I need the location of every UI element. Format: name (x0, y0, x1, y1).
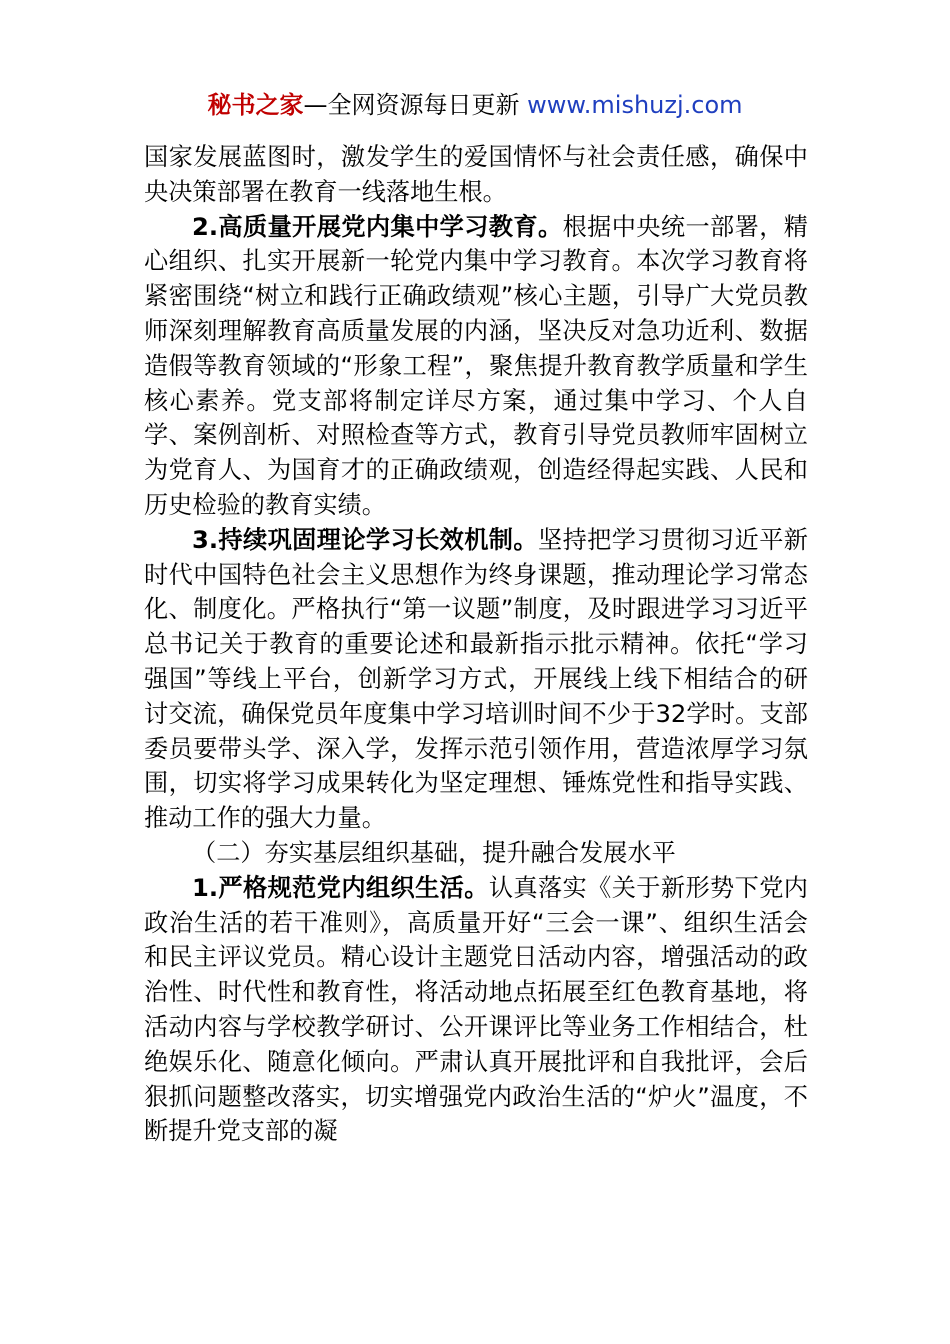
paragraph-theory-mechanism (144, 523, 808, 836)
site-url-link[interactable]: www.mishuzj.com (527, 91, 743, 119)
paragraph-lead: 1.严格规范党内组织生活。 (192, 873, 489, 902)
paragraph-body: 根据中央统一部署，精心组织、扎实开展新一轮党内集中学习教育。本次学习教育将紧密围绕“树立和践行正确政绩观”核心主题，引导广大党员教师深刻理解教育高质量发展的内涵，坚决反对急功近利、数据造假等教育领域的“形象工程”，聚焦提升教育教学质量和学生核心素养。党支部将制定详尽方案，通过集中学习、个人自学、案例剖析、对照检查等方式，教育引导党员教师牢固树立为党育人、为国育才的正确政绩观，创造经得起实践、人民和历史检验的教育实绩。 (144, 212, 808, 519)
paragraph-organization-life (144, 871, 808, 1149)
section-heading: （二）夯实基层组织基础，提升融合发展水平 (192, 838, 676, 867)
document-body (144, 140, 808, 1149)
paragraph-study-education (144, 210, 808, 523)
paragraph-lead: 2.高质量开展党内集中学习教育。 (192, 212, 563, 241)
paragraph-continuation: 国家发展蓝图时，激发学生的爱国情怀与社会责任感，确保中央决策部署在教育一线落地生根。 (144, 143, 808, 206)
paragraph-lead: 3.持续巩固理论学习长效机制。 (192, 525, 538, 554)
brand-name: 秘书之家 (207, 91, 304, 119)
site-header (0, 88, 950, 122)
paragraph-body: 坚持把学习贯彻习近平新时代中国特色社会主义思想作为终身课题，推动理论学习常态化、制度化。严格执行“第一议题”制度，及时跟进学习习近平总书记关于教育的重要论述和最新指示批示精神。依托“学习强国”等线上平台，创新学习方式，开展线上线下相结合的研讨交流，确保党员年度集中学习培训时间不少于32学时。支部委员要带头学、深入学，发挥示范引领作用，营造浓厚学习氛围，切实将学习成果转化为坚定理想、锤炼党性和指导实践、推动工作的强大力量。 (144, 525, 808, 833)
paragraph-body: 认真落实《关于新形势下党内政治生活的若干准则》，高质量开好“三会一课”、组织生活会和民主评议党员。精心设计主题党日活动内容，增强活动的政治性、时代性和教育性，将活动地点拓展至红色教育基地，将活动内容与学校教学研讨、公开课评比等业务工作相结合，杜绝娱乐化、随意化倾向。严肃认真开展批评和自我批评，会后狠抓问题整改落实，切实增强党内政治生活的“炉火”温度，不断提升党支部的凝 (144, 873, 808, 1146)
header-tagline: —全网资源每日更新 (303, 91, 528, 119)
